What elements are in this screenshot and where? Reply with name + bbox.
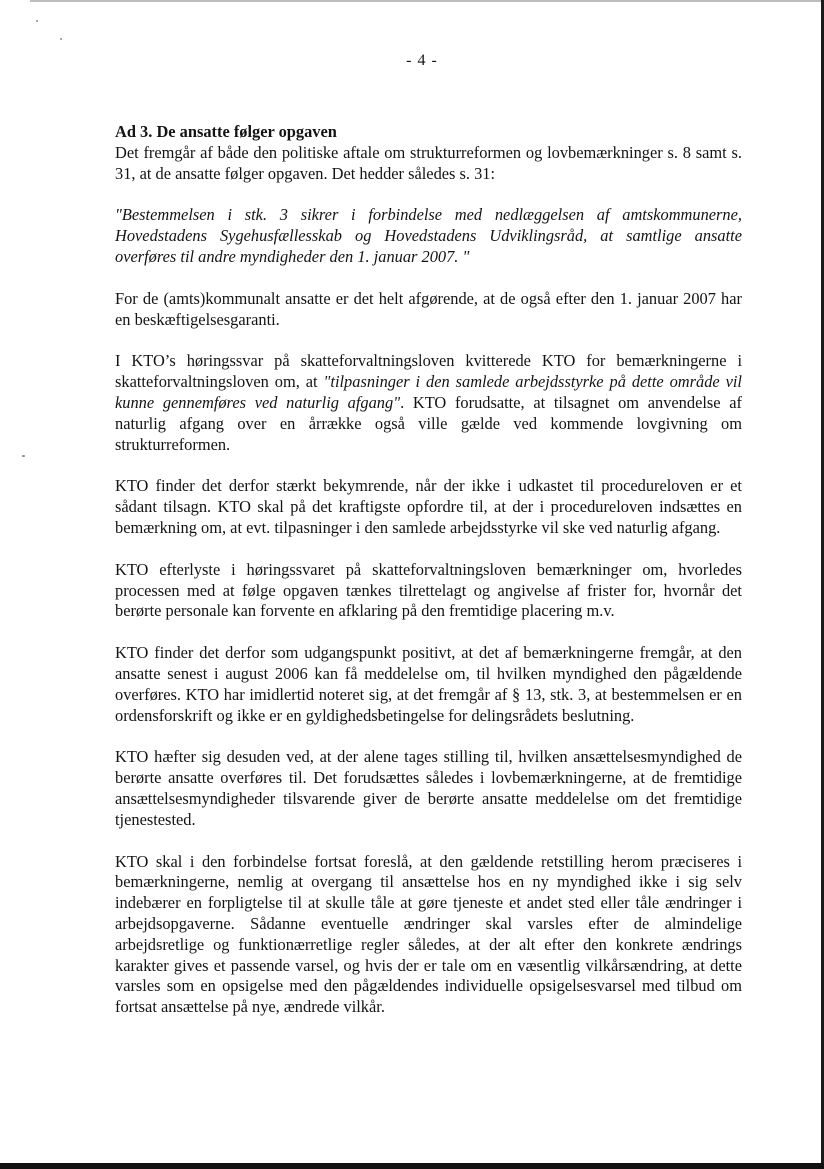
paragraph-hearing-response: [115, 351, 742, 455]
section-heading: Ad 3. De ansatte følger opgaven: [115, 122, 337, 141]
scan-edge-top: [30, 0, 824, 2]
scan-edge-bottom: [0, 1163, 824, 1169]
paragraph-guarantee: For de (amts)kommunalt ansatte er det helt afgørende, at de også efter den 1. januar 2007 har en beskæftigelsesgaranti.: [115, 288, 742, 329]
paragraph-text: I KTO’s høringssvar på skatteforvaltningsloven kvitterede KTO for bemærkningerne i skatteforvaltningsloven om, at: [115, 351, 742, 392]
scan-speck: [36, 20, 38, 22]
paragraph-employment-authority: KTO hæfter sig desuden ved, at der alene tages stilling til, hvilken ansættelsesmyndighed de berørte ansatte overføres til. Det forudsættes således i lovbemærkningerne, at de fremtidige ansættelsesmyndigheder tilsvarende giver de berørte ansatte meddelelse om det fremtidige tjenestested.: [115, 747, 742, 829]
paragraph-process: KTO efterlyste i høringssvaret på skatteforvaltningsloven bemærkninger om, hvorledes processen med at følge opgaven tænkes tilrettelagt og angivelse af frister for, hvornår det berørte personale kan forvente en afklaring på den fremtidige placering m.v.: [115, 559, 742, 621]
block-quote: "Bestemmelsen i stk. 3 sikrer i forbindelse med nedlæggelsen af amtskommunerne, Hovedstadens Sygehusfællesskab og Hovedstadens Udviklingsråd, at samtlige ansatte overføres til andre myndigheder den 1. januar 2007. ": [115, 205, 742, 266]
paragraph-text: . KTO forudsatte, at tilsagnet om anvendelse af naturlig afgang over en årrække også ville gælde ved kommende lovgivning om strukturreformen.: [115, 392, 742, 454]
paragraph-proposal: KTO skal i den forbindelse fortsat foreslå, at den gældende retstilling herom præciseres i bemærkningerne, nemlig at overgang til ansættelse hos en ny myndighed ikke i sig selv indebærer en forpligtelse til at skulle tåle at gøre tjeneste et andet sted eller tåle ændringer i arbejdsopgaverne. Sådanne eventuelle ændringer skal varsles efter de almindelige arbejdsretlige og funktionærretlige regler således, at der alt efter den konkrete ændrings karakter gives et passende varsel, og hvis der er tale om en væsentlig vilkårsændring, at dette varsles som en opsigelse med den pågældendes individuelle opsigelsesvarsel med tilbud om fortsat ansættelse på nye, ændrede vilkår.: [115, 851, 742, 1017]
scan-speck: [22, 455, 25, 457]
page-number: - 4 -: [406, 52, 438, 69]
section-intro: Det fremgår af både den politiske aftale om strukturreformen og lovbemærkninger s. 8 samt s. 31, at de ansatte følger opgaven. Det hedder således s. 31:: [115, 142, 742, 183]
inline-quote: "tilpasninger i den samlede arbejdsstyrke på dette område vil kunne gennemføres ved naturlig afgang": [115, 372, 742, 412]
paragraph-concern: KTO finder det derfor stærkt bekymrende, når der ikke i udkastet til procedureloven er et sådant tilsagn. KTO skal på det kraftigste opfordre til, at der i procedureloven indsættes en bemærkning om, at evt. tilpasninger i den samlede arbejdsstyrke vil ske ved naturlig afgang.: [115, 476, 742, 537]
document-body: [115, 122, 742, 1039]
scan-speck: [60, 38, 62, 40]
paragraph-positive: KTO finder det derfor som udgangspunkt positivt, at det af bemærkningerne fremgår, at den ansatte senest i august 2006 kan få meddelelse om, til hvilken myndighed den pågældende overføres. KTO har imidlertid noteret sig, at det fremgår af § 13, stk. 3, at bestemmelsen er en ordensforskrift og ikke er en gyldighedsbetingelse for delingsrådets beslutning.: [115, 643, 742, 725]
